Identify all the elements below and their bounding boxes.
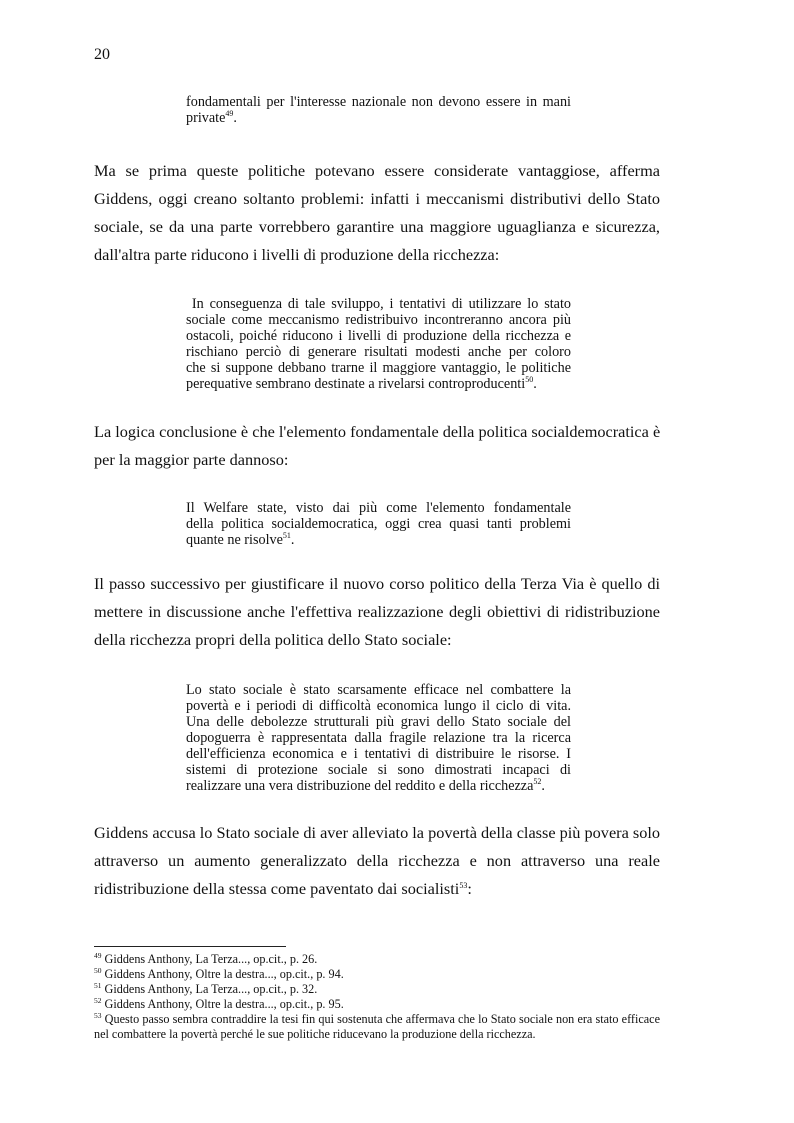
quote-line: realizzare una vera distribuzione del reddito e della ricchezza$^{52}$. — [186, 777, 545, 794]
paragraph-line: Giddens, oggi creano soltanto problemi: infatti i meccanismi distributivi dello Stato — [94, 189, 660, 208]
quote-line: dopoguerra è rappresentata dalla fragile relazione tra la ricerca — [186, 730, 571, 746]
quote-line: In conseguenza di tale sviluppo, i tentativi di utilizzare lo stato — [186, 296, 571, 312]
footnote-ref-49[interactable]: 49 — [225, 109, 234, 118]
footnote-text: Giddens Anthony, Oltre la destra..., op.cit., p. 95. — [104, 997, 344, 1011]
paragraph-line: Ma se prima queste politiche potevano essere considerate vantaggiose, afferma — [94, 161, 660, 180]
footnote-49 — [94, 952, 660, 967]
footnote-51 — [94, 982, 660, 997]
quote-line: private$^{49}$. — [186, 109, 237, 126]
paragraph-line: La logica conclusione è che l'elemento fondamentale della politica socialdemocratica è — [94, 422, 661, 441]
block-quote-4 — [186, 682, 571, 794]
block-quote-1 — [186, 94, 571, 126]
page-number: 20 — [94, 46, 110, 63]
quote-line: che si suppone debbano trarne il maggiore vantaggio, le politiche — [186, 360, 571, 376]
footnote-separator — [94, 946, 286, 947]
paragraph-line: dall'altra parte riducono i livelli di produzione della ricchezza: — [94, 245, 500, 264]
block-quote-2 — [186, 296, 571, 392]
quote-line: rischiano perciò di generare risultati modesti anche per coloro — [186, 344, 571, 360]
quote-line: sociale come meccanismo redistribuivo incontreranno ancora più — [186, 312, 571, 328]
quote-line: Lo stato sociale è stato scarsamente efficace nel combattere la — [186, 682, 571, 698]
footnote-text: Giddens Anthony, Oltre la destra..., op.cit., p. 94. — [104, 967, 344, 981]
footnote-ref-51[interactable]: 51 — [282, 531, 291, 540]
paragraph-line: attraverso un aumento generalizzato della ricchezza e non attraverso una reale — [94, 851, 660, 870]
paragraph-line: sociale, se da una parte vorrebbero garantire una maggiore uguaglianza e sicurezza, — [94, 217, 660, 236]
footnote-number: 52 — [94, 996, 102, 1005]
quote-line: dell'efficienza economica e i tentativi di distribuire le risorse. I — [186, 746, 571, 762]
footnote-text: Giddens Anthony, La Terza..., op.cit., p. 26. — [104, 952, 318, 966]
footnotes — [94, 952, 660, 1042]
footnote-number: 53 — [94, 1011, 102, 1020]
quote-line: quante ne risolve$^{51}$. — [186, 531, 295, 548]
paragraph-line: della ricchezza propri della politica dello Stato sociale: — [94, 630, 452, 649]
quote-line: della politica socialdemocratica, oggi crea quasi tanti problemi — [186, 516, 571, 532]
paragraph-3 — [94, 570, 660, 654]
block-quote-3 — [186, 500, 571, 548]
quote-line: povertà e i periodi di difficoltà economica lungo il ciclo di vita. — [186, 698, 571, 714]
quote-line: perequative sembrano destinate a rivelarsi controproducenti$^{50}$. — [186, 375, 537, 392]
footnote-number: 51 — [94, 981, 102, 990]
footnote-number: 49 — [94, 951, 102, 960]
paragraph-line: mettere in discussione anche l'effettiva realizzazione degli obiettivi di ridistribuzione — [94, 602, 660, 621]
footnote-text: Questo passo sembra contraddire la tesi fin qui sostenuta che affermava che lo Stato sociale non era stato efficace nel combattere la povertà perché le sue politiche riducevano la produzione della ricchezza. — [94, 1012, 661, 1041]
quote-line: fondamentali per l'interesse nazionale non devono essere in mani — [186, 94, 571, 110]
paragraph-4 — [94, 819, 660, 903]
paragraph-2 — [94, 418, 660, 474]
quote-line: sistemi di protezione sociale si sono dimostrati incapaci di — [186, 762, 571, 778]
paragraph-line: Il passo successivo per giustificare il nuovo corso politico della Terza Via è quello di — [94, 574, 660, 593]
footnote-ref-52[interactable]: 52 — [533, 777, 542, 786]
paragraph-line: ridistribuzione della stessa come paventato dai socialisti$^{53}$: — [94, 879, 472, 898]
quote-line: ostacoli, poiché riducono i livelli di produzione della ricchezza e — [186, 328, 571, 344]
footnote-text: Giddens Anthony, La Terza..., op.cit., p. 32. — [104, 982, 318, 996]
footnote-ref-53[interactable]: 53 — [459, 881, 468, 890]
paragraph-1 — [94, 157, 660, 269]
quote-line: Una delle debolezze strutturali più gravi dello Stato sociale del — [186, 714, 571, 730]
paragraph-line: Giddens accusa lo Stato sociale di aver alleviato la povertà della classe più povera solo — [94, 823, 661, 842]
footnote-50 — [94, 967, 660, 982]
footnote-52 — [94, 997, 660, 1012]
footnote-number: 50 — [94, 966, 102, 975]
footnote-53 — [94, 1012, 660, 1042]
footnote-ref-50[interactable]: 50 — [525, 375, 534, 384]
paragraph-line: per la maggior parte dannoso: — [94, 450, 289, 469]
quote-line: Il Welfare state, visto dai più come l'elemento fondamentale — [186, 500, 571, 516]
